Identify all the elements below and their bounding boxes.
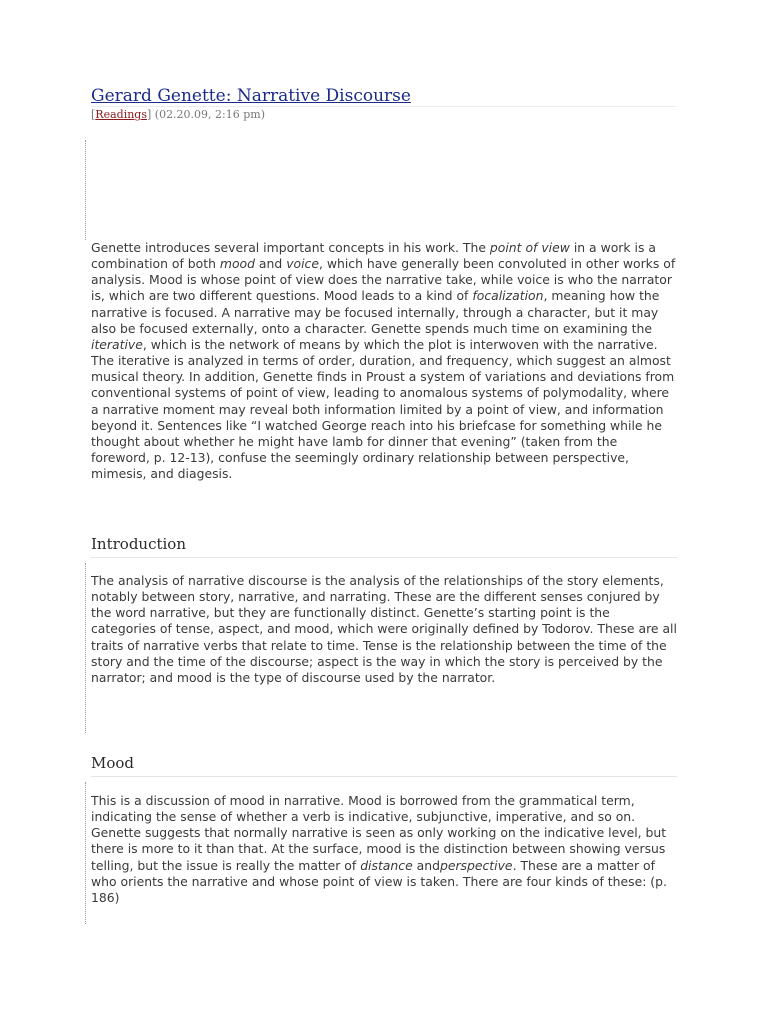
post-meta	[91, 108, 265, 122]
introduction-paragraph: The analysis of narrative discourse is the analysis of the relationships of the story elements, notably between story, narrative, and narrating. These are the different senses conjured by the word narrative, but they are functionally distinct. Genette’s starting point is the categories of tense, aspect, and mood, which were originally defined by Todorov. These are all traits of narrative verbs that relate to time. Tense is the relationship between the time of the story and the time of the discourse; aspect is the way in which the story is perceived by the narrator; and mood is the type of discourse used by the narrator.	[91, 573, 677, 685]
meta-bracket-open: [	[91, 108, 96, 121]
mood-paragraph	[91, 793, 677, 906]
intro-paragraph	[91, 240, 677, 482]
paragraph-text: in a work is a combination of both	[91, 240, 656, 272]
margin-divider	[85, 140, 86, 240]
emphasis-term: distance	[360, 857, 413, 873]
post-title-link[interactable]: Gerard Genette: Narrative Discourse	[91, 86, 411, 106]
paragraph-text: This is a discussion of mood in narrative. Mood is borrowed from the grammatical term, indicating the sense of whether a verb is indicative, subjunctive, imperative, and so on. Genette suggests that normally narrative is seen as only working on the indicative level, but there is more to it than that. At the surface, mood is the distinction between showing versus telling, but the issue is really the matter of	[91, 793, 667, 873]
post-date: ] (02.20.09, 2:16 pm)	[146, 108, 266, 121]
paragraph-text: and	[412, 857, 440, 873]
post-title-block	[91, 86, 676, 107]
emphasis-term: iterative	[91, 336, 143, 352]
section-heading-mood: Mood	[91, 753, 677, 777]
paragraph-text: and	[254, 256, 287, 272]
paragraph-text: , which is the network of means by which the plot is interwoven with the narrative. The iterative is analyzed in terms of order, duration, and frequency, which suggest an almost musical theory. In addition, Genette finds in Proust a system of variations and deviations from conventional systems of point of view, leading to anomalous systems of polymodality, where a narrative moment may reveal both information limited by a point of view, and information beyond it. Sentences like “I watched George reach into his briefcase for something while he thought about whether he might have lamb for dinner that evening” (taken from the foreword, p. 12-13), confuse the seemingly ordinary relationship between perspective, mimesis, and diagesis.	[91, 336, 675, 482]
section-heading-introduction: Introduction	[91, 534, 677, 558]
emphasis-term: voice	[286, 256, 319, 272]
paragraph-text: . These are a matter of who orients the narrative and whose point of view is taken. There are four kinds of these: (p. 186)	[91, 857, 667, 905]
paragraph-text: , meaning how the narrative is focused. A narrative may be focused internally, through a character, but it may also be focused externally, onto a character. Genette spends much time on examining the	[91, 288, 660, 336]
emphasis-term: focalization	[472, 288, 544, 304]
emphasis-term: point of view	[489, 240, 570, 255]
emphasis-term: mood	[219, 256, 255, 272]
paragraph-text: , which have generally been convoluted in other works of analysis. Mood is whose point of view does the narrative take, while voice is who the narrator is, which are two different questions. Mood leads to a kind of	[91, 256, 676, 304]
emphasis-term: perspective	[439, 857, 513, 873]
category-link-readings[interactable]: Readings	[95, 108, 147, 121]
margin-divider	[85, 782, 86, 924]
margin-divider	[85, 563, 86, 733]
paragraph-text: Genette introduces several important concepts in his work. The	[91, 240, 490, 255]
